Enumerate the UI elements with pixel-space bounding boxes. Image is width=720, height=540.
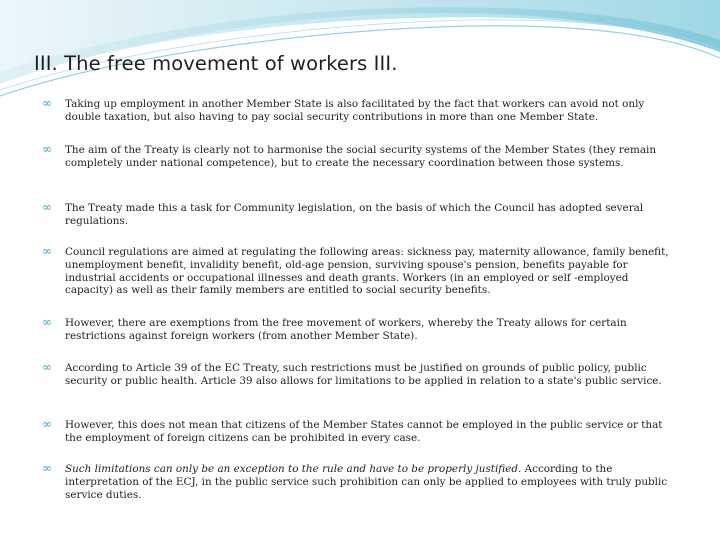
infinity-bullet-icon: ∞ [42, 461, 52, 475]
bullet-text: Taking up employment in another Member State is also facilitated by the fact that workers can avoid not only double taxation, but also having to pay social security contributions in more than one Member State. [65, 98, 645, 123]
bullet-text: According to Article 39 of the EC Treaty, such restrictions must be justified on grounds of public policy, public security or public health. Article 39 also allows for limitations to be applied in relation to a state's public service. [65, 362, 662, 387]
infinity-bullet-icon: ∞ [42, 360, 52, 374]
bullet-text: The Treaty made this a task for Community legislation, on the basis of which the Council has adopted several regulations. [65, 202, 644, 227]
bullet-text: The aim of the Treaty is clearly not to harmonise the social security systems of the Member States (they remain completely under national competence), but to create the necessary coordination between those systems. [65, 144, 657, 169]
bullet-item [42, 463, 670, 501]
infinity-bullet-icon: ∞ [42, 96, 52, 110]
bullet-item [42, 317, 670, 343]
infinity-bullet-icon: ∞ [42, 244, 52, 258]
bullet-item [42, 419, 670, 445]
bullet-item [42, 202, 670, 228]
bullet-text: However, there are exemptions from the free movement of workers, whereby the Treaty allows for certain restrictions against foreign workers (from another Member State). [65, 317, 627, 342]
bullet-text-rest: According to the interpretation of the ECJ, in the public service such prohibition can only be applied to employees with truly public service duties. [65, 463, 668, 501]
infinity-bullet-icon: ∞ [42, 200, 52, 214]
bullet-text: Council regulations are aimed at regulating the following areas: sickness pay, maternity allowance, family benefit, unemployment benefit, invalidity benefit, old-age pension, surviving spouse's pension, benefits payable for industrial accidents or occupational illnesses and death grants. Workers (in an employed or self -employed capacity) as well as their family members are entitled to social security benefits. [65, 246, 669, 297]
slide-title: III. The free movement of workers III. [34, 52, 398, 75]
bullet-item [42, 98, 670, 124]
bullet-item [42, 144, 670, 170]
bullet-text: However, this does not mean that citizens of the Member States cannot be employed in the public service or that the employment of foreign citizens can be prohibited in every case. [65, 419, 663, 444]
bullet-item [42, 362, 670, 388]
infinity-bullet-icon: ∞ [42, 315, 52, 329]
infinity-bullet-icon: ∞ [42, 142, 52, 156]
bullet-text [65, 463, 670, 501]
infinity-bullet-icon: ∞ [42, 417, 52, 431]
bullet-item [42, 246, 670, 297]
bullet-italic-text: Such limitations can only be an exception to the rule and have to be properly justified. [65, 463, 522, 475]
